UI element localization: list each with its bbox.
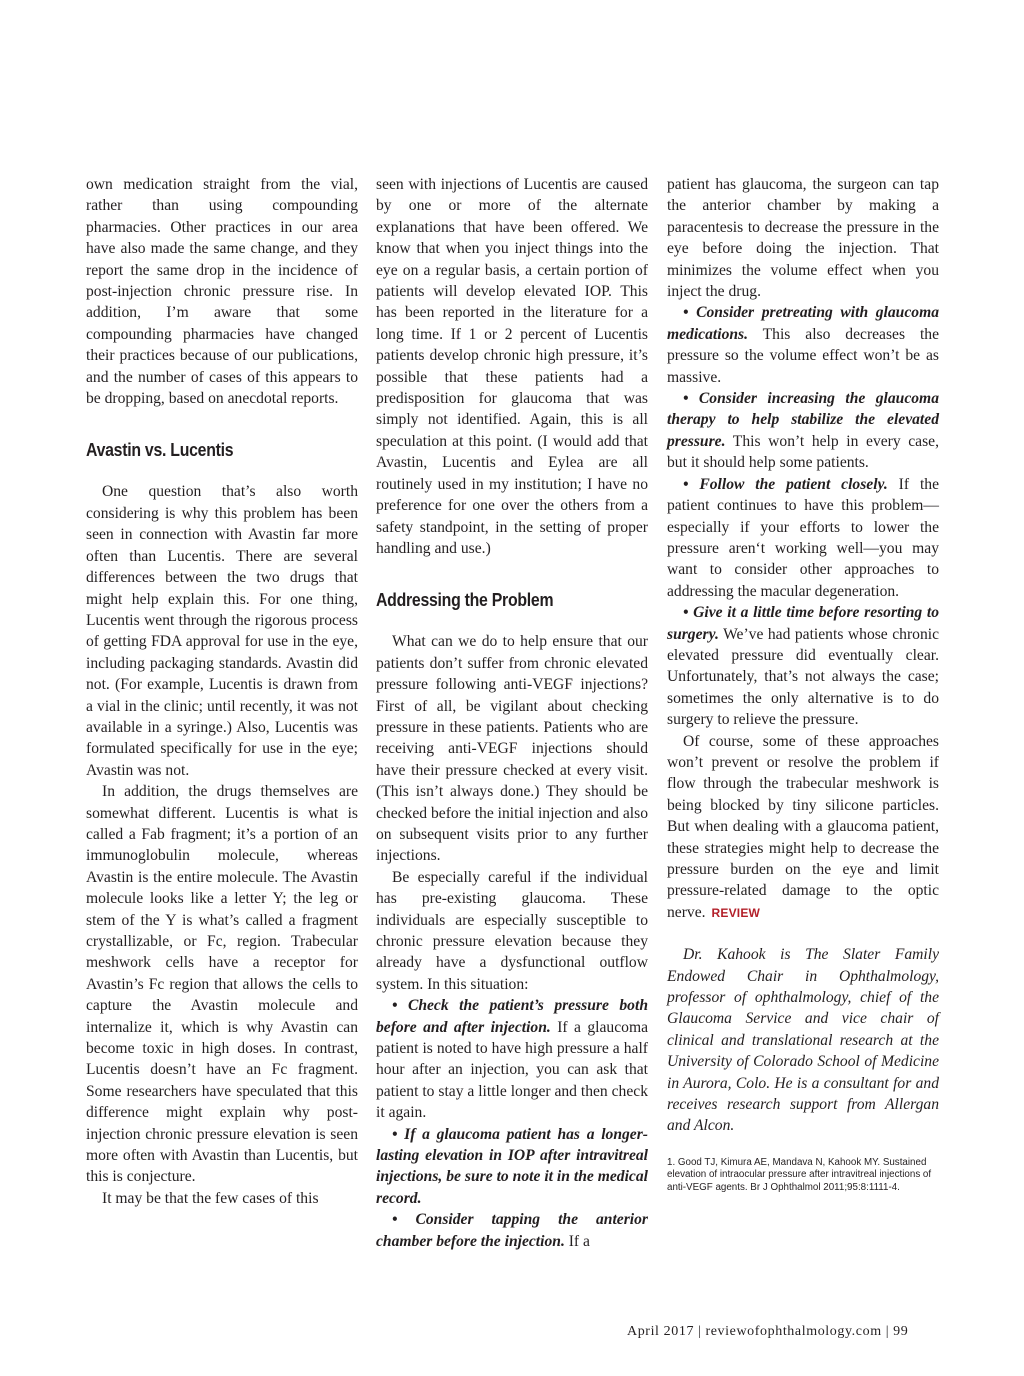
folio-separator: | [698, 1324, 702, 1339]
section-heading-addressing-the-problem: Addressing the Problem [376, 590, 554, 611]
section-heading-avastin-vs-lucentis: Avastin vs. Lucentis [86, 440, 234, 461]
body-paragraph: Be especially careful if the individual has pre-existing glaucoma. These individuals are especially susceptible to chronic pressure elevation because they already have a dysfunctional outflow system. In this situation: [376, 868, 648, 993]
column-1 [86, 174, 358, 1209]
bullet-increase-therapy [667, 388, 939, 474]
bullet-lead: • Follow the patient closely. [683, 475, 888, 493]
bullet-text: This also decreases the pressure so the volume effect won’t be as massive. [667, 325, 939, 386]
bullet-lead: • If a glaucoma patient has a longer-lasting elevation in IOP after intravitreal injections, be sure to note it in the medical record. [376, 1125, 648, 1207]
reference-footnote: 1. Good TJ, Kimura AE, Mandava N, Kahook MY. Sustained elevation of intraocular pressure after intravitreal injections of anti-VEGF agents. Br J Ophthalmol 2011;95:8:1111-4. [667, 1156, 932, 1193]
body-paragraph [667, 731, 939, 925]
bullet-pretreat [667, 302, 939, 388]
body-paragraph: own medication straight from the vial, rather than using compounding pharmacies. Other practices in our area have also made the same change, and they report the same drop in the incidence of post-injection chronic pressure rise. In addition, I’m aware that some compounding pharmacies have changed their practices because of our publications, and the number of cases of this appears to be dropping, based on anecdotal reports. [86, 176, 358, 408]
bullet-lead: • Consider tapping the anterior chamber before the injection. [376, 1211, 648, 1250]
bullet-text: If the patient continues to have this problem—especially if your efforts to lower the pressure aren‘t working well—you may want to consider other approaches to addressing the macular degeneration. [667, 475, 940, 600]
body-paragraph: patient has glaucoma, the surgeon can tap the anterior chamber by making a paracentesis to decrease the pressure in the eye before doing the injection. That minimizes the volume effect when you inject the drug. [667, 176, 939, 301]
page-number: 99 [893, 1324, 909, 1339]
author-bio: Dr. Kahook is The Slater Family Endowed Chair in Ophthalmology, professor of ophthalmology, chief of the Glaucoma Service and vice chair of clinical and translational research at the University of Colorado School of Medicine in Aurora, Colo. He is a consultant for and receives research support from Allergan and Alcon. [667, 946, 939, 1135]
bullet-text: This won’t help in every case, but it should help some patients. [667, 432, 939, 472]
bullet-lead: • Consider pretreating with glaucoma medications. [667, 304, 939, 343]
body-paragraph: seen with injections of Lucentis are caused by one or more of the alternate explanations that have been offered. We know that when you inject things into the eye on a regular basis, a certain portion of patients will develop elevated IOP. This has been reported in the literature for a long time. If 1 or 2 percent of Lucentis patients develop chronic high pressure, it’s possible that these patients had a predisposition for glaucoma that was simply not identified. Again, this is all speculation at this point. (I would add that Avastin, Lucentis and Eylea are all routinely used in my institution; I have no preference for one over the others from a safety standpoint, in the setting of proper handling and use.) [376, 176, 648, 557]
bullet-lead: • Consider increasing the glaucoma therapy to help stabilize the elevated pressure. [667, 390, 939, 450]
page-folio [627, 1324, 908, 1340]
bullet-tap-chamber [376, 1209, 648, 1252]
bullet-check-pressure [376, 995, 648, 1123]
bullet-note-record [376, 1124, 648, 1210]
review-end-mark: REVIEW [711, 905, 761, 920]
body-paragraph: What can we do to help ensure that our patients don’t suffer from chronic elevated pressure following anti-VEGF injections? First of all, be vigilant about checking pressure in these patients. Patients who are receiving anti-VEGF injections should have their pressure checked at every visit. (This isn’t always done.) They should be checked before the initial injection and also on subsequent visits prior to any further injections. [376, 633, 648, 865]
closing-text: Of course, some of these approaches won’t prevent or resolve the problem if flow through the trabecular meshwork is being blocked by tiny silicone particles. But when dealing with a glaucoma patient, these strategies might help to decrease the pressure burden on the eye and limit pressure-related damage to the optic nerve. [667, 732, 939, 921]
bullet-lead: • Check the patient’s pressure both before and after injection. [376, 997, 648, 1036]
body-paragraph: It may be that the few cases of this [102, 1189, 319, 1207]
bullet-give-time [667, 602, 939, 730]
folio-separator: | [885, 1324, 890, 1339]
bullet-lead: • Give it a little time before resorting to surgery. [667, 604, 939, 643]
body-paragraph: One question that’s also worth considering is why this problem has been seen in connection with Avastin far more often than Lucentis. There are several differences between the two drugs that might help explain this. For one thing, Lucentis went through the rigorous process of getting FDA approval for use in the eye, including packaging standards. Avastin did not. (For example, Lucentis is drawn from a vial in the clinic; until recently, it was not available in a syringe.) Also, Lucentis was formulated specifically for use in the eye; Avastin was not. [86, 483, 358, 779]
column-3 [667, 174, 939, 1194]
site-url: reviewofophthalmology.com [705, 1324, 882, 1339]
issue-date: April 2017 [627, 1324, 695, 1339]
bullet-text: We’ve had patients whose chronic elevated pressure did eventually clear. Unfortunately, that’s not always the case; sometimes the only alternative is to do surgery to relieve the pressure. [667, 625, 939, 729]
bullet-text: If a glaucoma patient is noted to have high pressure a half hour after an injection, you can ask that patient to stay a little longer and then check it again. [376, 1018, 648, 1122]
bullet-text: If a [564, 1232, 590, 1250]
body-paragraph: In addition, the drugs themselves are somewhat different. Lucentis is what is called a Fab fragment; it’s a portion of an immunoglobulin molecule, whereas Avastin is the entire molecule. The Avastin molecule looks like a letter Y; the leg or stem of the Y is what’s called a fragment crystallizable, or Fc, region. Trabecular meshwork cells have a receptor for Avastin’s Fc region that allows the cells to capture the Avastin molecule and internalize it, which is why Avastin can become toxic in high doses. In contrast, Lucentis doesn’t have an Fc fragment. Some researchers have speculated that this difference might explain why post-injection chronic pressure elevation is seen more often with Avastin than Lucentis, but this is conjecture. [86, 783, 358, 1186]
column-2 [376, 174, 648, 1252]
bullet-follow-closely [667, 474, 939, 602]
